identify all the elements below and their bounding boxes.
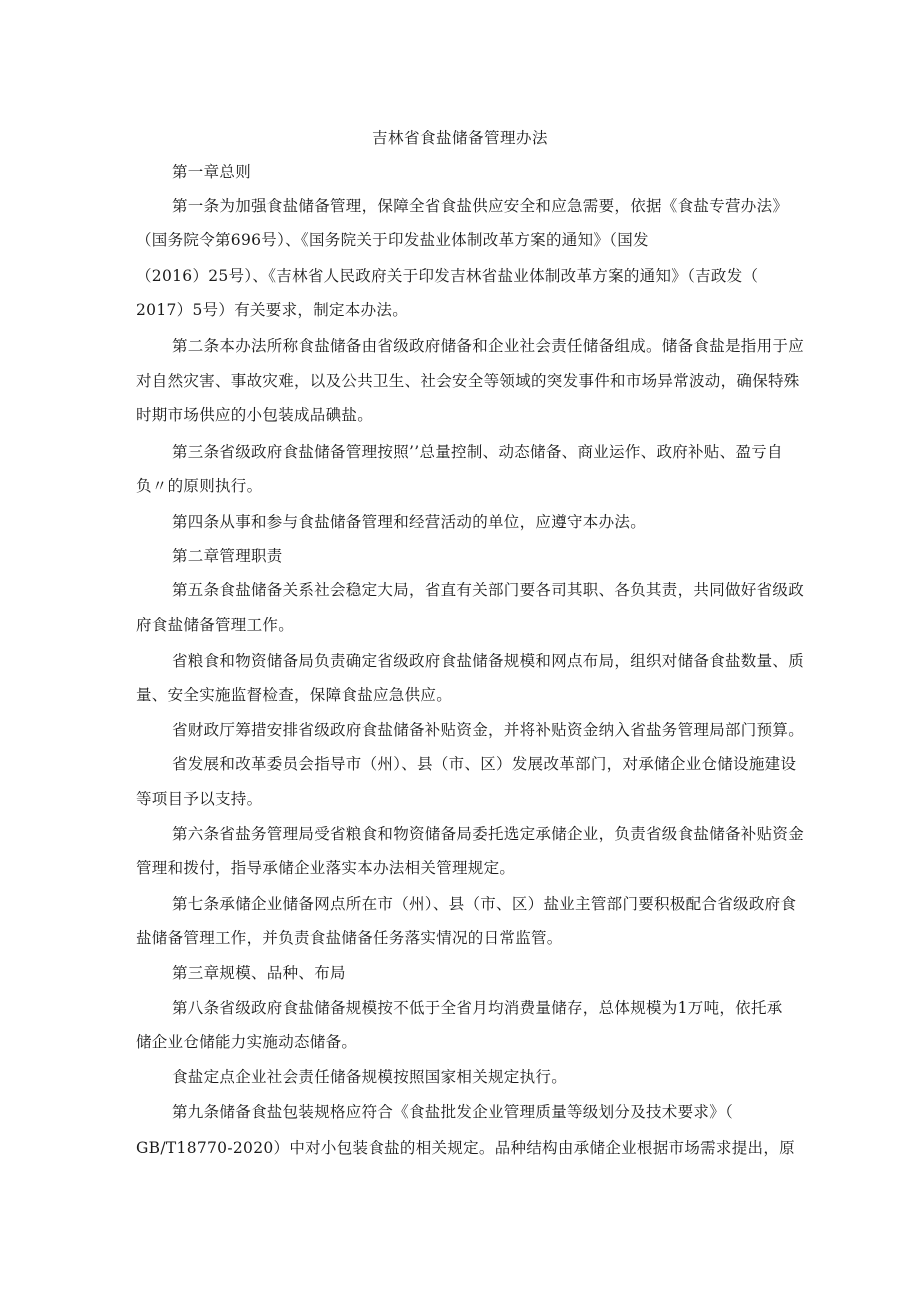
- text-line: 省财政厅筹措安排省级政府食盐储备补贴资金，并将补贴资金纳入省盐务管理局部门预算。: [172, 721, 805, 739]
- text-line: 储企业仓储能力实施动态储备。: [136, 1033, 358, 1051]
- text-line: 第八条省级政府食盐储备规模按不低于全省月均消费量储存，总体规模为1万吨，依托承: [172, 999, 783, 1017]
- text-line: 等项目予以支持。: [136, 790, 263, 808]
- text-line: 量、安全实施监督检查，保障食盐应急供应。: [136, 686, 453, 704]
- text-line: 对自然灾害、事故灾难，以及公共卫生、社会安全等领域的突发事件和市场异常波动，确保特殊: [136, 372, 800, 390]
- text-line: 省发展和改革委员会指导市（州）、县（市、区）发展改革部门，对承储企业仓储设施建设: [172, 755, 797, 773]
- text-line: 盐储备管理工作，并负责食盐储备任务落实情况的日常监管。: [136, 929, 563, 947]
- text-line: 第七条承储企业储备网点所在市（州）、县（市、区）盐业主管部门要积极配合省级政府食: [172, 895, 797, 913]
- text-line: 第二条本办法所称食盐储备由省级政府储备和企业社会责任储备组成。储备食盐是指用于应: [172, 337, 805, 355]
- text-line: GB/T18770-2020）中对小包装食盐的相关规定。品种结构由承储企业根据市场需求提出，原: [136, 1139, 795, 1157]
- text-line: 第一章总则: [172, 163, 252, 181]
- text-line: 第五条食盐储备关系社会稳定大局，省直有关部门要各司其职、各负其责，共同做好省级政: [172, 581, 805, 599]
- text-line: （2016）25号）、《吉林省人民政府关于印发吉林省盐业体制改革方案的通知》（吉政发（: [136, 267, 759, 285]
- text-line: 第三条省级政府食盐储备管理按照’’总量控制、动态储备、商业运作、政府补贴、盈亏自: [172, 443, 783, 461]
- text-line: 负〃的原则执行。: [136, 477, 263, 495]
- text-line: 第二章管理职责: [172, 547, 283, 565]
- text-line: 省粮食和物资储备局负责确定省级政府食盐储备规模和网点布局，组织对储备食盐数量、质: [172, 652, 805, 670]
- text-line: 食盐定点企业社会责任储备规模按照国家相关规定执行。: [172, 1068, 568, 1086]
- text-line: 2017）5号）有关要求，制定本办法。: [136, 301, 409, 319]
- text-line: 时期市场供应的小包装成品碘盐。: [136, 406, 374, 424]
- text-line: 第三章规模、品种、布局: [172, 964, 346, 982]
- text-line: 府食盐储备管理工作。: [136, 616, 295, 634]
- text-line: 第六条省盐务管理局受省粮食和物资储备局委托选定承储企业，负责省级食盐储备补贴资金: [172, 825, 805, 843]
- text-line: 第一条为加强食盐储备管理，保障全省食盐供应安全和应急需要，依据《食盐专营办法》: [172, 197, 789, 215]
- document-title: 吉林省食盐储备管理办法: [371, 129, 548, 147]
- text-line: 管理和拨付，指导承储企业落实本办法相关管理规定。: [136, 859, 516, 877]
- text-line: 第九条储备食盐包装规格应符合《食盐批发企业管理质量等级划分及技术要求》（: [172, 1103, 734, 1121]
- text-line: 第四条从事和参与食盐储备管理和经营活动的单位，应遵守本办法。: [172, 513, 647, 531]
- text-line: （国务院令第696号）、《国务院关于印发盐业体制改革方案的通知》（国发: [136, 231, 649, 249]
